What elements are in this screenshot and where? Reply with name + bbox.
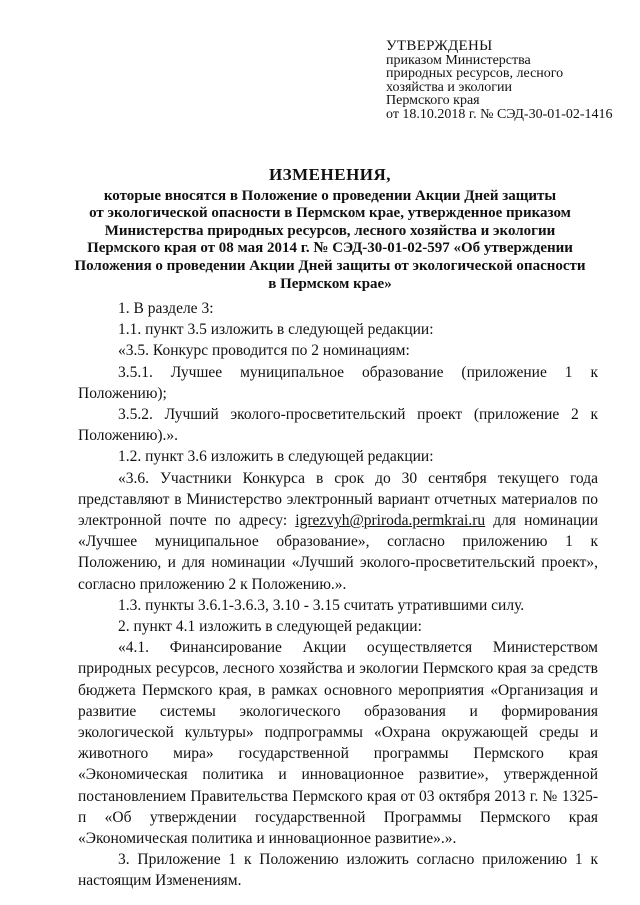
paragraph-1-2: 1.2. пункт 3.6 изложить в следующей редакции: <box>118 448 434 466</box>
title-line: Министерства природных ресурсов, лесного хозяйства и экологии <box>104 222 556 239</box>
title-line: которые вносятся в Положение о проведении Акции Дней защиты <box>103 187 557 204</box>
paragraph-1-3: 1.3. пункты 3.6.1-3.6.3, 3.10 - 3.15 считать утратившими силу. <box>118 596 525 614</box>
document-body <box>78 298 598 892</box>
approval-heading: УТВЕРЖДЕНЫ <box>386 38 493 54</box>
paragraph-3: 3. Приложение 1 к Положению изложить согласно приложению 1 к настоящим Изменениям. <box>78 851 598 890</box>
paragraph-4-1: «4.1. Финансирование Акции осуществляется Министерством природных ресурсов, лесного хозяйства и экологии Пермского края за средств бюджета Пермского края, в рамках основного мероприятия «Организация и развитие системы экологического образования и формирования экологической культуры» подпрограммы «Охрана окружающей среды и животного мира» государственной программы Пермского края «Экономическая политика и инновационное развитие», утвержденной постановлением Правительства Пермского края от 03 октября 2013 г. № 1325-п «Об утверждении государственной Программы Пермского края «Экономическая политика и инновационное развитие».». <box>78 639 598 848</box>
title-line: от экологической опасности в Пермском крае, утвержденное приказом <box>89 205 571 222</box>
title-line: Положения о проведении Акции Дней защиты от экологической опасности <box>74 257 586 274</box>
paragraph-2: 2. пункт 4.1 изложить в следующей редакции: <box>118 618 422 636</box>
paragraph-1-1: 1.1. пункт 3.5 изложить в следующей редакции: <box>118 321 434 339</box>
paragraph-3-6-text-end: для номинации «Лучшее муниципальное образование», согласно приложению 1 к Положению, и для номинации «Лучший эколого-просветительский проект», согласно приложению 2 к Положению.». <box>78 512 599 593</box>
approval-stamp <box>386 40 631 121</box>
title-line: в Пермском крае» <box>268 275 392 292</box>
paragraph-3-5-2: 3.5.2. Лучший эколого-просветительский проект (приложение 2 к Положению).». <box>78 406 598 445</box>
paragraph-3-6-text: «3.6. Участники Конкурса в срок до 30 сентября текущего года представляют в Министерство электронный вариант отчетных материалов по электронной почте по адресу: <box>78 469 598 530</box>
approval-line: от 18.10.2018 г. № СЭД-30-01-02-1416 <box>386 106 613 122</box>
paragraph-3-5: «3.5. Конкурс проводится по 2 номинациям: <box>118 342 410 360</box>
paragraph-section-3: 1. В разделе 3: <box>118 300 214 317</box>
approval-line: природных ресурсов, лесного <box>386 66 564 81</box>
paragraph-3-6 <box>78 468 598 595</box>
approval-line: хозяйства и экологии <box>386 79 513 95</box>
title-main: ИЗМЕНЕНИЯ, <box>268 165 392 184</box>
document-title <box>60 166 600 293</box>
paragraph-3-5-1: 3.5.1. Лучшее муниципальное образование (приложение 1 к Положению); <box>78 363 598 402</box>
email-link[interactable]: igrezvyh@priroda.permkrai.ru <box>295 512 486 530</box>
approval-line: приказом Министерства <box>386 52 531 68</box>
title-line: Пермского края от 08 мая 2014 г. № СЭД-30-01-02-597 «Об утверждении <box>87 240 573 257</box>
approval-line: Пермского края <box>386 93 480 108</box>
